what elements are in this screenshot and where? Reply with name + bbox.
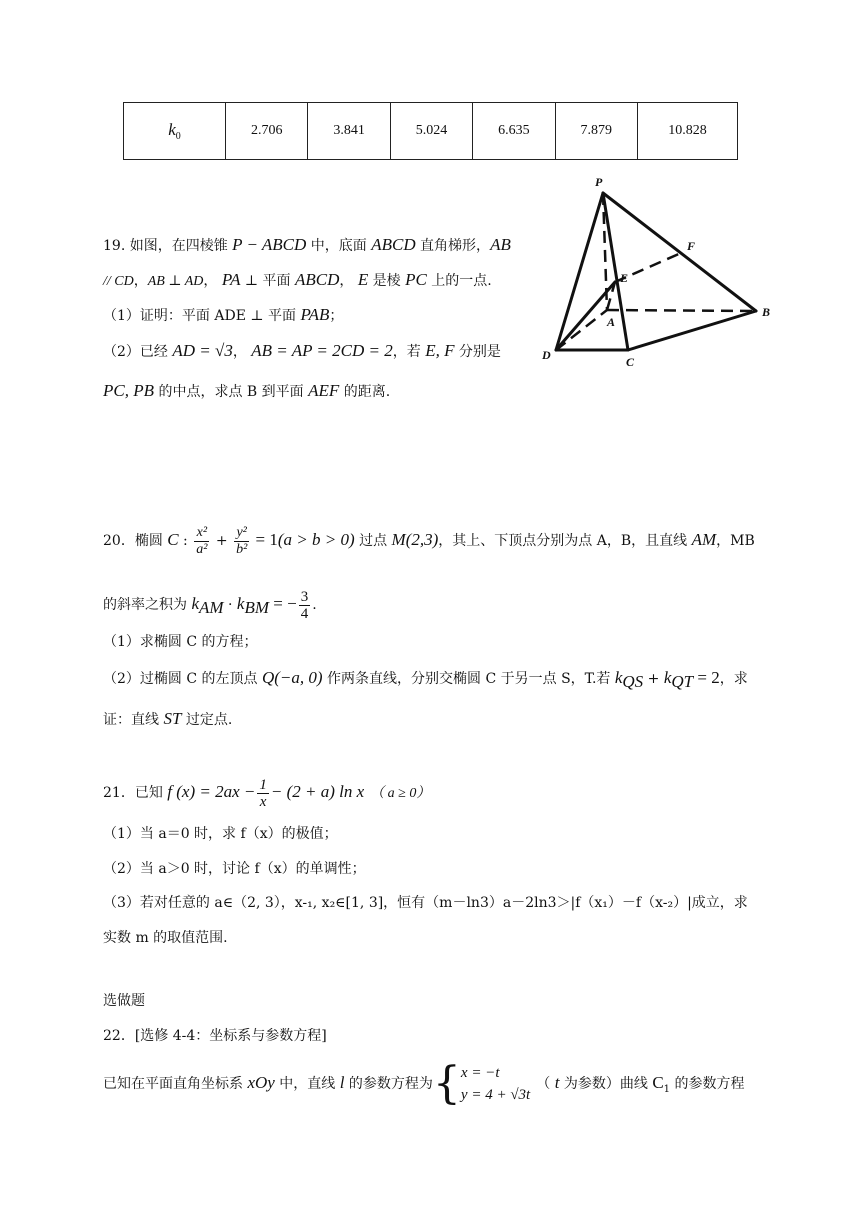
math: :: [178, 533, 193, 549]
text: ，: [232, 344, 252, 360]
text: 19. 如图，在四棱锥: [103, 238, 233, 254]
q21-part1: （1）当 a＝0 时，求 f（x）的极值；: [103, 826, 338, 842]
edge-cb: [628, 311, 756, 350]
fraction: [234, 525, 249, 558]
math: +: [643, 671, 664, 687]
math: M(2,3): [391, 530, 439, 549]
denominator: b²: [236, 541, 248, 557]
text: 21．已知: [103, 785, 168, 801]
numerator: y²: [234, 525, 249, 542]
label-e: E: [620, 271, 629, 285]
text: （2）过椭圆 C 的左顶点: [103, 671, 262, 687]
k-subscript: 0: [175, 130, 181, 142]
edge-ad-dashed: [556, 310, 607, 350]
math: AB: [490, 235, 511, 254]
text: ，其上、下顶点分别为点 A，B，且直线: [438, 533, 692, 549]
brace: {: [432, 1058, 461, 1109]
math: PA: [221, 270, 241, 289]
q19-line2: [103, 270, 492, 290]
equation-y: y = 4 + √3t: [460, 1087, 531, 1103]
text: ，: [203, 273, 222, 289]
math: = 2: [693, 668, 720, 687]
subscript: QS: [622, 671, 644, 691]
math: k: [614, 668, 623, 687]
text: ，若: [392, 344, 426, 360]
subscript: QT: [671, 671, 694, 691]
math: (a > b > 0): [277, 530, 355, 549]
math: t: [554, 1073, 560, 1092]
text: （2）已经: [103, 344, 173, 360]
q19-part2-cont: [103, 381, 390, 401]
edge-pd: [556, 193, 603, 350]
denominator: 4: [300, 605, 309, 622]
text: 中，底面: [306, 238, 372, 254]
q20-line1: [103, 520, 755, 561]
table-cell: 3.841: [308, 103, 390, 160]
numerator: x²: [194, 525, 209, 542]
text: 20．椭圆: [103, 533, 168, 549]
math: E, F: [425, 341, 455, 360]
math: +: [211, 533, 233, 549]
text: ，: [133, 273, 148, 289]
table-cell: 6.635: [473, 103, 555, 160]
text: 为参数）曲线: [559, 1076, 653, 1092]
pyramid-figure: [535, 170, 780, 375]
critical-value-table: [123, 102, 738, 160]
text: 分别是: [454, 344, 501, 360]
math: k: [191, 594, 199, 613]
math: ST: [163, 709, 182, 728]
label-b: B: [762, 305, 771, 319]
text: 的参数方程为: [344, 1076, 433, 1092]
math: − (2 + a) ln x: [270, 782, 365, 801]
label-f: F: [687, 239, 696, 253]
q20-part1: （1）求椭圆 C 的方程；: [103, 634, 258, 650]
fraction: [257, 777, 269, 810]
text: （1）证明：平面 ADE ⊥ 平面: [103, 308, 301, 324]
text: 过点: [354, 533, 392, 549]
edge-ab-dashed: [607, 310, 756, 311]
text: 已知在平面直角坐标系: [103, 1076, 248, 1092]
math: AB ⊥ AD: [147, 274, 204, 289]
q21-part3: （3）若对任意的 a∈（2, 3），x-₁, x₂∈[1, 3]，恒有（m－ln3）a－2ln3＞|f（x₁）－f（x-₂）|成立，求: [103, 895, 748, 911]
math: // CD: [103, 274, 134, 289]
label-c: C: [626, 355, 635, 369]
math: xOy: [247, 1073, 275, 1092]
q20-part2: [103, 668, 748, 692]
fraction: [299, 589, 311, 622]
math: l: [339, 1073, 345, 1092]
subscript: AM: [199, 597, 224, 617]
numerator: 3: [300, 588, 309, 605]
math: ·: [223, 597, 237, 613]
text: 是棱: [368, 273, 406, 289]
math: PAB: [300, 305, 330, 324]
text: 的中点，求点 B 到平面: [154, 384, 309, 400]
math: PC: [405, 270, 427, 289]
table-header-cell: [124, 103, 226, 160]
q22-title: 22．[选修 4-4：坐标系与参数方程]: [103, 1028, 327, 1044]
math: （ a ≥ 0）: [370, 786, 431, 801]
math: E: [357, 270, 369, 289]
text: 直角梯形，: [415, 238, 491, 254]
numerator: 1: [259, 776, 267, 793]
text: 上的一点.: [426, 273, 492, 289]
optional-title: 选做题: [103, 993, 145, 1009]
label-a: A: [607, 315, 616, 329]
table-cell: 7.879: [555, 103, 637, 160]
math: ABCD: [294, 270, 340, 289]
q22-line1: [103, 1055, 745, 1118]
label-p: P: [595, 175, 603, 189]
edge-pb: [603, 193, 756, 311]
q20-part2-cont: [103, 709, 232, 729]
math: Q(−a, 0): [261, 668, 323, 687]
q21-part3-cont: 实数 m 的取值范围.: [103, 930, 228, 946]
text: （: [536, 1076, 555, 1092]
q20-line2: [103, 584, 317, 628]
table-cell: 5.024: [390, 103, 472, 160]
text: ；: [329, 308, 344, 324]
text: 过定点.: [181, 712, 233, 728]
math: k: [663, 668, 672, 687]
text: ，求: [719, 671, 748, 687]
math: AD = √3: [172, 341, 233, 360]
text: 的距离.: [339, 384, 391, 400]
text: ，: [339, 273, 358, 289]
math: PC, PB: [103, 381, 154, 400]
table-row: [124, 103, 738, 160]
text: .: [312, 597, 317, 613]
q21-part2: （2）当 a＞0 时，讨论 f（x）的单调性；: [103, 861, 366, 877]
math: f (x) = 2ax −: [167, 782, 256, 801]
math: AB = AP = 2CD = 2: [251, 341, 393, 360]
math: AEF: [308, 381, 340, 400]
fraction: [194, 525, 209, 558]
q19-line1: [103, 235, 511, 255]
subscript: BM: [244, 597, 269, 617]
math: = 1: [251, 530, 278, 549]
text: 作两条直线，分别交椭圆 C 于另一点 S，T.若: [322, 671, 615, 687]
math: = −: [269, 594, 297, 613]
label-d: D: [542, 348, 551, 362]
text: ，MB: [716, 533, 755, 549]
equation-system: [461, 1062, 530, 1106]
text: 的斜率之积为: [103, 597, 192, 613]
math: P − ABCD: [232, 235, 307, 254]
text: 的参数方程: [670, 1076, 745, 1092]
subscript: 1: [663, 1083, 671, 1095]
table-cell: 10.828: [637, 103, 737, 160]
math: k: [236, 594, 245, 613]
table-cell: 2.706: [226, 103, 308, 160]
math: C: [167, 530, 179, 549]
text: 证：直线: [103, 712, 164, 728]
math: AM: [691, 530, 717, 549]
text: 中，直线: [274, 1076, 340, 1092]
math: C: [652, 1073, 664, 1092]
text: ⊥ 平面: [240, 273, 295, 289]
denominator: a²: [196, 541, 208, 557]
q19-part1: [103, 305, 343, 325]
denominator: x: [259, 793, 267, 810]
math: ABCD: [371, 235, 416, 254]
q19-part2: [103, 341, 501, 361]
k-symbol: k: [168, 120, 176, 140]
q21-line1: [103, 772, 430, 814]
equation-x: x = −t: [460, 1065, 500, 1081]
